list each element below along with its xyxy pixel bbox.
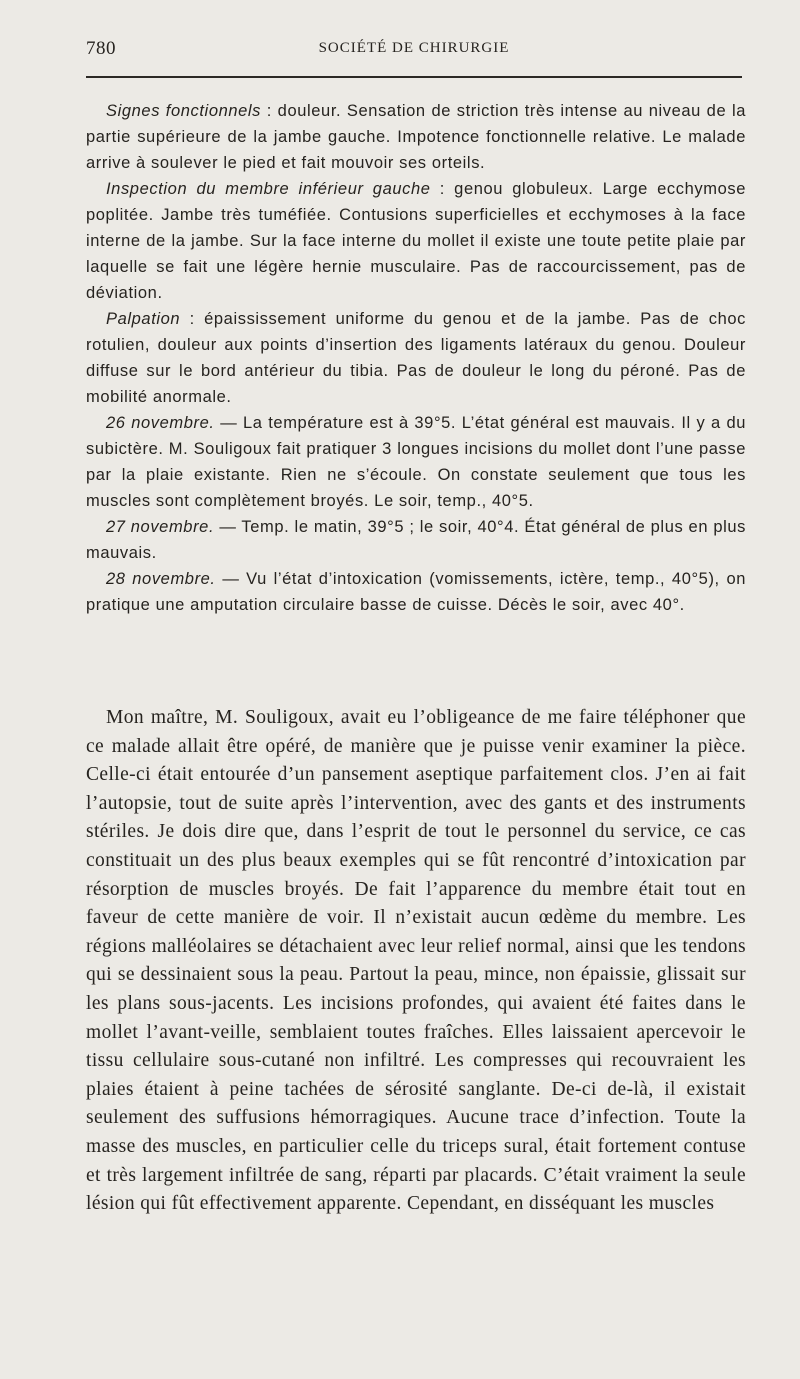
paragraph-palpation <box>86 306 746 410</box>
paragraph-text: : épaississement uniforme du genou et de la jambe. Pas de choc rotulien, douleur aux points d’insertion des ligaments latéraux du genou. Douleur diffuse sur le bord antérieur du tibia. Pas de douleur le long du péroné. Pas de mobilité anormale. <box>86 310 746 406</box>
paragraph-27-novembre <box>86 514 746 566</box>
paragraph-text: — Vu l’état d’intoxication (vomissements, ictère, temp., 40°5), on pratique une amputation circulaire basse de cuisse. Décès le soir, avec 40°. <box>86 570 747 614</box>
paragraph-text: — La température est à 39°5. L’état général est mauvais. Il y a du subictère. M. Souligoux fait pratiquer 3 longues incisions du mollet dont l’une passe par la plaie existante. Rien ne s’écoule. On constate seulement que tous les muscles sont complètement broyés. Le soir, temp., 40°5. <box>86 414 746 510</box>
paragraph-lead: Inspection du membre inférieur gauche <box>106 180 431 198</box>
paragraph-text: — Temp. le matin, 39°5 ; le soir, 40°4. État général de plus en plus mauvais. <box>86 518 746 562</box>
paragraph-lead: 27 novembre. <box>106 518 215 536</box>
page-header <box>86 38 742 60</box>
paragraph-26-novembre <box>86 410 746 514</box>
paragraph-28-novembre <box>86 566 746 618</box>
paragraph-lead: Palpation <box>106 310 181 328</box>
paragraph-inspection <box>86 176 746 306</box>
paragraph-lead: 28 novembre. <box>106 570 216 588</box>
discussion <box>86 704 746 1219</box>
case-observation <box>86 98 746 618</box>
paragraph-lead: 26 novembre. <box>106 414 215 432</box>
paragraph-text: : genou globuleux. Large ecchymose poplitée. Jambe très tuméfiée. Contusions superficielles et ecchymoses à la face interne de la jambe. Sur la face interne du mollet il existe une toute petite plaie par laquelle se fait une légère hernie musculaire. Pas de raccourcissement, pas de déviation. <box>86 180 746 302</box>
page-number: 780 <box>86 38 116 59</box>
paragraph-text: : douleur. Sensation de striction très intense au niveau de la partie supérieure de la jambe gauche. Impotence fonctionnelle relative. Le malade arrive à soulever le pied et fait mouvoir ses orteils. <box>86 102 747 172</box>
discussion-paragraph: Mon maître, M. Souligoux, avait eu l’obligeance de me faire téléphoner que ce malade allait être opéré, de manière que je puisse venir examiner la pièce. Celle-ci était entourée d’un pansement aseptique parfaitement clos. J’en ai fait l’autopsie, tout de suite après l’intervention, avec des gants et des instruments stériles. Je dois dire que, dans l’esprit de tout le personnel du service, ce cas constituait un des plus beaux exemples qui se fût rencontré d’intoxication par résorption de muscles broyés. De fait l’apparence du membre était tout en faveur de cette manière de voir. Il n’existait aucun œdème du membre. Les régions malléolaires se détachaient avec leur relief normal, ainsi que les tendons qui se dessinaient sous la peau. Partout la peau, mince, non épaissie, glissait sur les plans sous-jacents. Les incisions profondes, qui avaient été faites dans le mollet l’avant-veille, semblaient toutes fraîches. Elles laissaient apercevoir le tissu cellulaire sous-cutané non infiltré. Les compresses qui recouvraient les plaies étaient à peine tachées de sérosité sanglante. De-ci de-là, il existait seulement des suffusions hémorragiques. Aucune trace d’infection. Toute la masse des muscles, en particulier celle du triceps sural, était fortement contuse et très largement infiltrée de sang, réparti par placards. C’était vraiment la seule lésion qui fût effectivement apparente. Cependant, en disséquant les muscles <box>86 707 746 1215</box>
header-rule <box>86 76 742 78</box>
paragraph-signes-fonctionnels <box>86 98 746 176</box>
running-title: SOCIÉTÉ DE CHIRURGIE <box>318 40 510 56</box>
paragraph-lead: Signes fonctionnels <box>106 102 262 120</box>
